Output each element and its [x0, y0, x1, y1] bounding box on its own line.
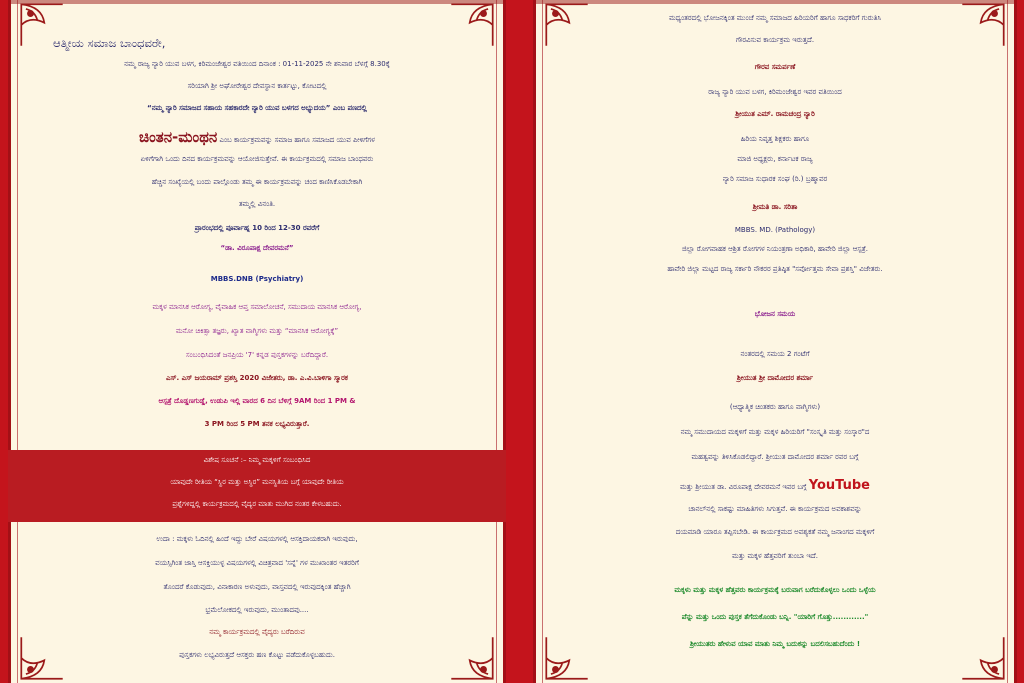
- example-line-4: ಭ್ರಮೆಲೋಕದಲ್ಲಿ ಇರುವುದು, ಮುಂತಾದವು....: [205, 606, 309, 614]
- books-line-1: ನಮ್ಮ ಕಾರ್ಯಕ್ರಮದಲ್ಲಿ ವೈದ್ಯರು ಬರೆದಿರುವ: [209, 628, 305, 636]
- notice-line-2: ಯಾವುದೇ ರೀತಿಯ “ಸ್ಥಿರ ಮತ್ತು ಅಸ್ಥಿರ” ಮನಸ್ಥಿತಿಯ ಬಗ್ಗೆ ಯಾವುದೇ ರೀತಿಯ: [170, 478, 344, 486]
- speaker1-bio-1: ಮಕ್ಕಳ ಮಾನಸಿಕ ಆರೋಗ್ಯ, ವೈವಾಹಿಕ ಆಪ್ತ ಸಮಾಲೋಚನೆ, ಸಮುದಾಯ ಮಾನಸಿಕ ಆರೋಗ್ಯ,: [152, 303, 362, 311]
- speaker1-bio-3: ಸಂಬಂಧಿಸಿದಂತೆ ಜನಪ್ರಿಯ '7' ಕನ್ನಡ ಪುಸ್ತಕಗಳನ್ನು ಬರೆದಿದ್ದಾರೆ.: [185, 351, 329, 359]
- speaker2-about-1: ನಮ್ಮ ಸಮುದಾಯದ ಮಕ್ಕಳಿಗೆ ಮತ್ತು ಮಕ್ಕಳ ಹಿರಿಯರಿಗೆ "ಸಂಸ್ಕೃತಿ ಮತ್ತು ಸಂಸ್ಕಾರ"ದ: [680, 428, 870, 436]
- para-line-1: ಏಳಿಗೆಗಾಗಿ ಒಂದು ದಿನದ ಕಾರ್ಯಕ್ರಮವನ್ನು ಆಯೋಜಿಸುತ್ತೇವೆ. ಈ ಕಾರ್ಯಕ್ರಮದಲ್ಲಿ ಸಮಾಜ ಬಾಂಧವರು: [140, 155, 374, 163]
- theme-line: “ನಮ್ಮ ನ್ಯಾರಿ ಸಮಾಜದ ಸಹಾಯ ಸಹಕಾರದೇ ನ್ಯಾರಿ ಯುವ ಬಳಗದ ಅಭ್ಯುದಯ” ಎಂಬ ಪಣದಲ್ಲಿ: [147, 104, 367, 112]
- honour-intro-2: ಗೌರವಿಸುವ ಕಾರ್ಯಕ್ರಮ ಇರುತ್ತದೆ.: [735, 36, 815, 44]
- books-line-2: ಪುಸ್ತಕಗಳು ಲಭ್ಯವಿರುತ್ತದೆ ಆಸಕ್ತರು ಹಣ ಕೊಟ್ಟು ಪಡೆದುಕೊಳ್ಳಬಹುದು.: [179, 651, 335, 659]
- honoree2-degree: MBBS. MD. (Pathology): [734, 226, 816, 234]
- honoree2-name: ಶ್ರೀಮತಿ ಡಾ. ಸರಿತಾ: [752, 203, 798, 211]
- speaker2-about-6: ಮತ್ತು ಮಕ್ಕಳ ಹೆತ್ತವರಿಗೆ ತುಂಬಾ ಇದೆ.: [732, 552, 818, 560]
- program-line: [11, 128, 503, 146]
- honour-org: ರಾಜ್ಯ ನ್ಯಾರಿ ಯುವ ಬಳಗ, ಕಿರಿಮಂಜೇಶ್ವರ ಇವರ ವತಿಯಿಂದ: [708, 88, 842, 96]
- bring-pen-line-2: ಪೆನ್ನು ಮತ್ತು ಒಂದು ಪುಸ್ತಕ ತೆಗೆದುಕೊಂಡು ಬನ್ನಿ. "ಯಾರಿಗೆ ಗೊತ್ತು............": [681, 613, 869, 621]
- para-line-3: ತಮ್ಮಲ್ಲಿ ವಿನಂತಿ.: [238, 200, 276, 208]
- speaker2-about-2: ಮಹತ್ವವನ್ನು ತಿಳಿಸಿಕೊಡಲಿದ್ದಾರೆ. ಶ್ರೀಯುತ ದಾಮೋದರ ಶರ್ಮಾ ರವರ ಬಗ್ಗೆ: [691, 453, 859, 461]
- right-inner-frame: [542, 0, 1008, 683]
- right-page: [533, 0, 1017, 683]
- afternoon-time: ನಂತರದಲ್ಲಿ ಸಮಯ 2 ಗಂಟೆಗೆ: [740, 350, 810, 358]
- honoree1-line-2: ಮಾಜಿ ಅಧ್ಯಕ್ಷರು, ಕರ್ನಾಟಕ ರಾಜ್ಯ: [737, 155, 813, 163]
- program-rest: ಎಂಬ ಕಾರ್ಯಕ್ರಮವನ್ನು ಸಮಾಜ ಹಾಗೂ ಸಮಾಜದ ಯುವ ಪೀಳಿಗೆಗಳ: [217, 136, 375, 144]
- speaker1-name: “ಡಾ. ವಿರೂಪಾಕ್ಷ ದೇವರಮನೆ”: [220, 244, 294, 252]
- speaker1-hours-2: 3 PM ರಿಂದ 5 PM ತನಕ ಲಭ್ಯವಿರುತ್ತಾರೆ.: [204, 420, 310, 428]
- para-line-2: ಹೆಚ್ಚಿನ ಸಂಖ್ಯೆಯಲ್ಲಿ ಬಂದು ಪಾಲ್ಗೊಂಡು ತಮ್ಮ ಈ ಕಾರ್ಯಕ್ರಮವನ್ನು ಚಂದ ಕಾಣಿಸಿಕೊಡಬೇಕಾಗಿ: [151, 178, 363, 186]
- example-line-1: ಉದಾ : ಮಕ್ಕಳು ಓದಿನಲ್ಲಿ ಹಿಂದೆ ಇದ್ದು ಬೇರೆ ವಿಷಯಗಳಲ್ಲಿ ಆಸಕ್ತಿದಾಯಕರಾಗಿ ಇರುವುದು,: [156, 535, 358, 543]
- left-top-strip: [11, 0, 503, 4]
- speaker1-hours-1: ಆಸ್ಪತ್ರೆ ದೊಡ್ಡಣಗುಡ್ಡೆ, ಉಡುಪಿ ಇಲ್ಲಿ ವಾರದ 6 ದಿನ ಬೆಳಿಗ್ಗೆ 9AM ರಿಂದ 1 PM &: [158, 397, 356, 405]
- example-line-2: ವಯಸ್ಸಿಗಿಂತ ಜಾಸ್ತಿ ಆಸಕ್ತಿಯುಳ್ಳ ವಿಷಯಗಳಲ್ಲಿ ವಿಚಿತ್ರವಾದ 'ಸನ್ನೆ' ಗಳ ಮುಖಾಂತರ ಇತರರಿಗೆ: [155, 559, 359, 567]
- intro-date-line: ನಮ್ಮ ರಾಜ್ಯ ನ್ಯಾರಿ ಯುವ ಬಳಗ, ಕಿರಿಮಂಜೇಶ್ವರ ವತಿಯಿಂದ ದಿನಾಂಕ : 01-11-2025 ನೇ ಶನಿವಾರ ಬೆಳಗ್ಗೆ 8.30ಕ್ಕೆ: [124, 60, 390, 68]
- notice-line-3: ಪ್ರಶ್ನೆಗಳಿದ್ದಲ್ಲಿ ಕಾರ್ಯಕ್ರಮದಲ್ಲಿ ವೈದ್ಯರ ಮಾತು ಮುಗಿದ ನಂತರ ಕೇಳಬಹುದು.: [172, 500, 342, 508]
- honoree1-name: ಶ್ರೀಯುತ ಎಮ್. ರಾಮಚಂದ್ರ ನ್ಯಾರಿ: [735, 110, 815, 118]
- speaker2-about-4: ಚಾನಲ್‌ನಲ್ಲಿ ಸಾಕಷ್ಟು ಮಾಹಿತಿಗಳು ಸಿಗುತ್ತವೆ. ಈ ಕಾರ್ಯಕ್ರಮದ ಅವಕಾಶವನ್ನು: [688, 505, 862, 513]
- speaker1-award: ಎಸ್. ಎಸ್ ಜಯರಾಮ್ ಪ್ರಶಸ್ತಿ 2020 ವಿಜೇತರು, ಡಾ. ಎ.ವಿ.ಬಾಳಿಗಾ ಸ್ಮಾರಕ: [166, 374, 348, 382]
- honour-title: ಗೌರವ ಸಮರ್ಪಣೆ: [754, 63, 796, 71]
- greeting: ಆತ್ಮೀಯ ಸಮಾಜ ಬಾಂಧವರೇ,: [53, 36, 166, 50]
- honoree1-line-1: ಹಿರಿಯ ನಿವೃತ್ತ ಶಿಕ್ಷಕರು ಹಾಗೂ: [740, 135, 810, 143]
- speaker2-name: ಶ್ರೀಯುತ ಶ್ರೀ ದಾಮೋದರ ಶರ್ಮಾ: [736, 374, 814, 382]
- left-inner-frame: [17, 0, 497, 683]
- left-page: [8, 0, 506, 683]
- session-time: ಪ್ರಾರಂಭದಲ್ಲಿ ಪೂರ್ವಾಹ್ನ 10 ರಿಂದ 12-30 ರವರೆಗೆ: [194, 224, 320, 232]
- speaker2-about-3: [536, 478, 1014, 493]
- special-notice-band: [8, 450, 506, 522]
- speaker1-bio-2: ಮನೋ ಚಿಕಿತ್ಸಾ ತಜ್ಞರು, ಖ್ಯಾತ ವಾಗ್ಮಿಗಳು ಮತ್ತು “ಮಾನಸಿಕ ಆರೋಗ್ಯಕ್ಕೆ”: [175, 327, 339, 335]
- program-name: ಚಿಂತನ-ಮಂಥನ: [139, 128, 218, 146]
- speaker2-about-5: ದಯಮಾಡಿ ಯಾರೂ ತಪ್ಪಿಸಬೇಡಿ. ಈ ಕಾರ್ಯಕ್ರಮದ ಅವಶ್ಯಕತೆ ನಮ್ಮ ಜನಾಂಗದ ಮಕ್ಕಳಿಗೆ: [675, 528, 875, 536]
- notice-line-1: ವಿಶೇಷ ಸೂಚನೆ :– ನಿಮ್ಮ ಮಕ್ಕಳಿಗೆ ಸಂಬಂಧಿಸಿದ: [203, 456, 311, 464]
- honoree2-line-2: ಹಾವೇರಿ ಜಿಲ್ಲಾ ಮಟ್ಟದ ರಾಜ್ಯ ಸರ್ಕಾರಿ ನೌಕರರ ಪ್ರತಿಷ್ಠಿತ "ಸರ್ವೋತ್ತಮ ಸೇವಾ ಪ್ರಶಸ್ತಿ" ವಿಜೇತರು.: [667, 265, 883, 273]
- right-top-strip: [536, 0, 1014, 4]
- bring-pen-line-1: ಮಕ್ಕಳು ಮತ್ತು ಮಕ್ಕಳ ಹೆತ್ತವರು ಕಾರ್ಯಕ್ರಮಕ್ಕೆ ಬರುವಾಗ ಬರೆದುಕೊಳ್ಳಲು ಒಂದು ಒಳ್ಳೆಯ: [674, 586, 876, 594]
- honour-intro-1: ಮಧ್ಯಂತರದಲ್ಲಿ ಭೋಜನಕ್ಕಿಂತ ಮುಂಚೆ ನಮ್ಮ ಸಮಾಜದ ಹಿರಿಯರಿಗೆ ಹಾಗೂ ಸಾಧಕರಿಗೆ ಗುರುತಿಸಿ: [668, 14, 882, 22]
- speaker2-role: (ಆಧ್ಯಾತ್ಮಿಕ ಚಿಂತಕರು ಹಾಗೂ ವಾಗ್ಮಿಗಳು): [729, 403, 821, 411]
- youtube-intro: ಮತ್ತು ಶ್ರೀಯುತ ಡಾ. ವಿರೂಪಾಕ್ಷ ದೇವರಮನೆ ಇವರ ಬಗ್ಗೆ: [680, 483, 809, 491]
- honoree2-line-1: ಜಿಲ್ಲಾ ರೋಗವಾಹಕ ಆಶ್ರಿತ ರೋಗಗಳ ನಿಯಂತ್ರಣಾ ಅಧಿಕಾರಿ, ಹಾವೇರಿ ಜಿಲ್ಲಾ ಆಸ್ಪತ್ರೆ.: [681, 245, 869, 253]
- lunch-heading: ಭೋಜನ ಸಮಯ: [754, 310, 796, 318]
- intro-venue-line: ಸರಿಯಾಗಿ ಶ್ರೀ ಅಘೋರೇಶ್ವರ ದೇವಸ್ಥಾನ ಕಾರ್ತಟ್ಟು, ಕೋಟದಲ್ಲಿ: [187, 82, 327, 90]
- example-line-3: ತೊಂದರೆ ಕೊಡುವುದು, ವಿನಾಕಾರಣ ಅಳುವುದು, ವಾಸ್ತವದಲ್ಲಿ ಇರುವುದಕ್ಕಿಂತ ಹೆಚ್ಚಾಗಿ: [163, 583, 351, 591]
- honoree1-line-3: ನ್ಯಾರಿ ಸಮಾಜ ಸುಧಾರಕ ಸಂಘ (ರಿ.) ಬ್ರಹ್ಮಾವರ: [722, 175, 828, 183]
- youtube-label: YouTube: [808, 478, 870, 493]
- bring-pen-line-3: ಶ್ರೀಯುತರು ಹೇಳುವ ಯಾವ ಮಾತು ನಿಮ್ಮ ಬದುಕನ್ನು ಬದಲಿಸಬಹುದೆಂದು !: [689, 640, 861, 648]
- speaker1-degree: MBBS.DNB (Psychiatry): [210, 275, 304, 283]
